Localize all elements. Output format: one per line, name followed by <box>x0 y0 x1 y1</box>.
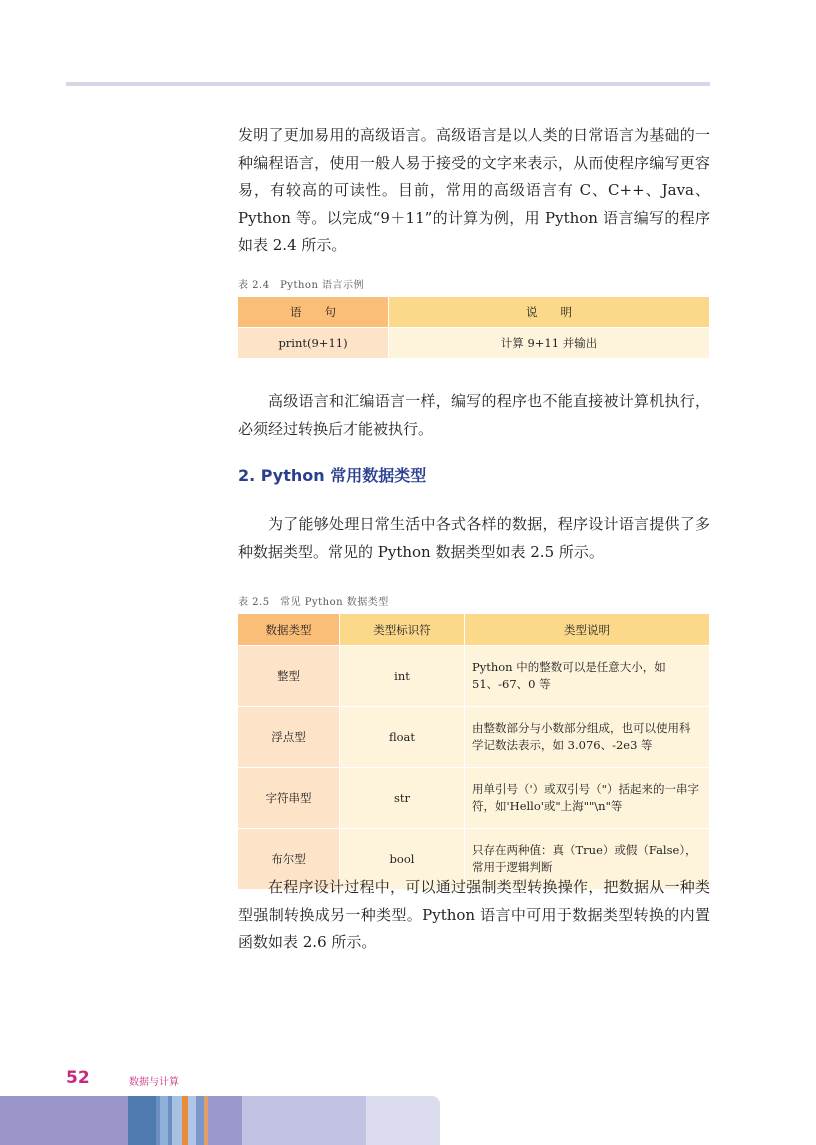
table-header-cell: 类型说明 <box>465 614 710 646</box>
page-number: 52 <box>66 1068 90 1088</box>
table-header-cell: 数据类型 <box>238 614 340 646</box>
table-cell: bool <box>340 829 465 890</box>
table-2-4 <box>237 296 710 359</box>
table-cell: print(9+11) <box>238 328 389 359</box>
footer-color-band <box>0 1096 440 1145</box>
table-cell: float <box>340 707 465 768</box>
table-header-cell: 说 明 <box>389 297 710 328</box>
table-row <box>238 707 710 768</box>
table-2-5-caption: 表 2.5 常见 Python 数据类型 <box>238 597 389 608</box>
table-cell: 由整数部分与小数部分组成，也可以使用科学记数法表示，如 3.076、-2e3 等 <box>465 707 710 768</box>
table-cell: 计算 9+11 并输出 <box>389 328 710 359</box>
running-title: 数据与计算 <box>129 1077 179 1088</box>
table-cell: 只存在两种值：真（True）或假（False），常用于逻辑判断 <box>465 829 710 890</box>
table-2-5 <box>237 613 710 890</box>
table-row <box>238 768 710 829</box>
table-cell: str <box>340 768 465 829</box>
paragraph-type-conversion: 在程序设计过程中，可以通过强制类型转换操作，把数据从一种类型强制转换成另一种类型。Python 语言中可用于数据类型转换的内置函数如表 2.6 所示。 <box>238 878 710 951</box>
table-row <box>238 646 710 707</box>
paragraph-intro: 发明了更加易用的高级语言。高级语言是以人类的日常语言为基础的一种编程语言，使用一般人易于接受的文字来表示，从而使程序编写更容易，有较高的可读性。目前，常用的高级语言有 C、C++、Java、Python 等。以完成“9＋11”的计算为例，用 Python 语言编写的程序如表 2.4 所示。 <box>238 126 710 254</box>
section-title: 2. Python 常用数据类型 <box>238 466 427 485</box>
table-2-4-caption: 表 2.4 Python 语言示例 <box>238 280 365 291</box>
paragraph-compilation: 高级语言和汇编语言一样，编写的程序也不能直接被计算机执行，必须经过转换后才能被执行。 <box>238 392 710 438</box>
table-header-cell: 类型标识符 <box>340 614 465 646</box>
table-cell: 用单引号（'）或双引号（"）括起来的一串字符，如'Hello'或"上海""\n"等 <box>465 768 710 829</box>
table-cell: 字符串型 <box>238 768 340 829</box>
table-cell: Python 中的整数可以是任意大小，如 51、-67、0 等 <box>465 646 710 707</box>
paragraph-data-types: 为了能够处理日常生活中各式各样的数据，程序设计语言提供了多种数据类型。常见的 Python 数据类型如表 2.5 所示。 <box>238 515 710 561</box>
table-cell: 浮点型 <box>238 707 340 768</box>
header-rule <box>66 82 710 86</box>
table-cell: int <box>340 646 465 707</box>
table-cell: 整型 <box>238 646 340 707</box>
table-cell: 布尔型 <box>238 829 340 890</box>
table-header-cell: 语 句 <box>238 297 389 328</box>
